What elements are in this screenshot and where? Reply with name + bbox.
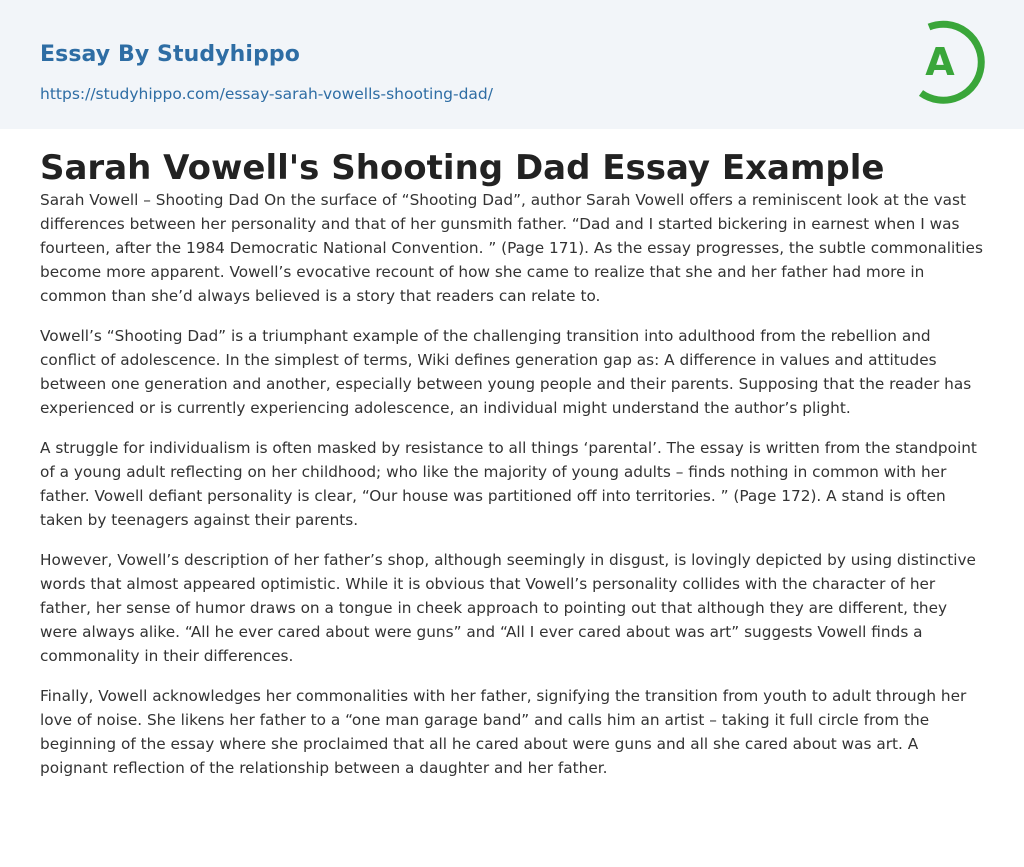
site-brand[interactable]: Essay By Studyhippo	[40, 42, 300, 67]
essay-title: Sarah Vowell's Shooting Dad Essay Example	[40, 148, 885, 188]
logo-letter: A	[925, 40, 955, 84]
essay-paragraph-4: However, Vowell’s description of her father’s shop, although seemingly in disgust, is lovingly depicted by using distinctive words that almost appeared optimistic. While it is obvious that Vowell’s personality collides with the character of her father, her sense of humor draws on a tongue in cheek approach to pointing out that although they are different, they were always alike. “All he ever cared about were guns” and “All I ever cared about was art” suggests Vowell finds a commonality in their differences.	[40, 551, 976, 665]
essay-url-link[interactable]: https://studyhippo.com/essay-sarah-vowells-shooting-dad/	[40, 85, 493, 103]
essay-content	[0, 129, 1024, 780]
essay-paragraph-2: Vowell’s “Shooting Dad” is a triumphant example of the challenging transition into adulthood from the rebellion and conflict of adolescence. In the simplest of terms, Wiki defines generation gap as: A difference in values and attitudes between one generation and another, especially between young people and their parents. Supposing that the reader has experienced or is currently experiencing adolescence, an individual might understand the author’s plight.	[40, 327, 972, 417]
site-header	[0, 0, 1024, 129]
essay-paragraph-1: Sarah Vowell – Shooting Dad On the surface of “Shooting Dad”, author Sarah Vowell offers a reminiscent look at the vast differences between her personality and that of her gunsmith father. “Dad and I started bickering in earnest when I was fourteen, after the 1984 Democratic National Convention. ” (Page 171). As the essay progresses, the subtle commonalities become more apparent. Vowell’s evocative recount of how she came to realize that she and her father had more in common than she’d always believed is a story that readers can relate to.	[40, 191, 983, 305]
essay-paragraph-5: Finally, Vowell acknowledges her commonalities with her father, signifying the transition from youth to adult through her love of noise. She likens her father to a “one man garage band” and calls him an artist – taking it full circle from the beginning of the essay where she proclaimed that all he cared about were guns and all she cared about was art. A poignant reflection of the relationship between a daughter and her father.	[40, 687, 967, 777]
studyhippo-logo-icon[interactable]	[907, 17, 991, 107]
essay-paragraph-3: A struggle for individualism is often masked by resistance to all things ‘parental’. The essay is written from the standpoint of a young adult reflecting on her childhood; who like the majority of young adults – finds nothing in common with her father. Vowell defiant personality is clear, “Our house was partitioned off into territories. ” (Page 172). A stand is often taken by teenagers against their parents.	[40, 439, 977, 529]
